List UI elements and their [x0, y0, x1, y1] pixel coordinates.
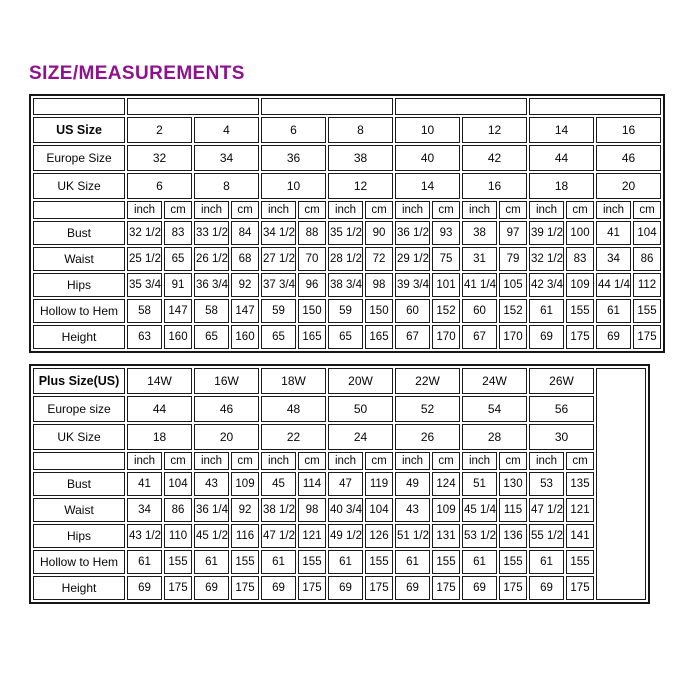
unit-cm-header: cm: [231, 201, 259, 219]
inch-value-cell: 60: [462, 299, 497, 323]
cm-value-cell: 93: [432, 221, 460, 245]
unit-cm-header: cm: [365, 201, 393, 219]
measure-row-label: Bust: [33, 221, 125, 245]
size-value-cell: 12: [328, 173, 393, 199]
size-value-cell: 22: [261, 424, 326, 450]
size-row-label: UK Size: [33, 424, 125, 450]
inch-value-cell: 47 1/2: [529, 498, 564, 522]
blank-group-cell: [529, 98, 661, 115]
inch-value-cell: 69: [261, 576, 296, 600]
page-title: SIZE/MEASUREMENTS: [29, 63, 245, 84]
size-value-cell: 26W: [529, 368, 594, 394]
cm-value-cell: 104: [365, 498, 393, 522]
inch-value-cell: 58: [194, 299, 229, 323]
size-value-cell: 6: [261, 117, 326, 143]
inch-value-cell: 65: [328, 325, 363, 349]
cm-value-cell: 86: [633, 247, 661, 271]
cm-value-cell: 126: [365, 524, 393, 548]
inch-value-cell: 36 1/2: [395, 221, 430, 245]
size-value-cell: 24W: [462, 368, 527, 394]
empty-column-cell: [596, 368, 646, 600]
size-value-cell: 10: [395, 117, 460, 143]
inch-value-cell: 32 1/2: [529, 247, 564, 271]
inch-value-cell: 41 1/4: [462, 273, 497, 297]
inch-value-cell: 49: [395, 472, 430, 496]
size-value-cell: 10: [261, 173, 326, 199]
cm-value-cell: 114: [298, 472, 326, 496]
inch-value-cell: 61: [529, 550, 564, 574]
size-value-cell: 16: [596, 117, 661, 143]
size-value-cell: 54: [462, 396, 527, 422]
size-value-cell: 42: [462, 145, 527, 171]
cm-value-cell: 155: [365, 550, 393, 574]
size-row-label: Europe size: [33, 396, 125, 422]
inch-value-cell: 36 1/4: [194, 498, 229, 522]
cm-value-cell: 160: [231, 325, 259, 349]
inch-value-cell: 61: [328, 550, 363, 574]
cm-value-cell: 68: [231, 247, 259, 271]
inch-value-cell: 61: [596, 299, 631, 323]
cm-value-cell: 98: [298, 498, 326, 522]
inch-value-cell: 65: [261, 325, 296, 349]
size-value-cell: 46: [194, 396, 259, 422]
cm-value-cell: 65: [164, 247, 192, 271]
cm-value-cell: 88: [298, 221, 326, 245]
cm-value-cell: 121: [566, 498, 594, 522]
cm-value-cell: 155: [231, 550, 259, 574]
measure-row-label: Hips: [33, 273, 125, 297]
inch-value-cell: 43 1/2: [127, 524, 162, 548]
cm-value-cell: 170: [499, 325, 527, 349]
cm-value-cell: 90: [365, 221, 393, 245]
cm-value-cell: 97: [499, 221, 527, 245]
cm-value-cell: 109: [231, 472, 259, 496]
size-row-label: Europe Size: [33, 145, 125, 171]
unit-inch-header: inch: [395, 452, 430, 470]
cm-value-cell: 141: [566, 524, 594, 548]
cm-value-cell: 175: [499, 576, 527, 600]
size-value-cell: 16: [462, 173, 527, 199]
inch-value-cell: 61: [395, 550, 430, 574]
cm-value-cell: 165: [298, 325, 326, 349]
size-value-cell: 18W: [261, 368, 326, 394]
unit-inch-header: inch: [261, 452, 296, 470]
blank-group-cell: [395, 98, 527, 115]
inch-value-cell: 69: [529, 325, 564, 349]
cm-value-cell: 160: [164, 325, 192, 349]
inch-value-cell: 43: [395, 498, 430, 522]
inch-value-cell: 41: [127, 472, 162, 496]
inch-value-cell: 61: [127, 550, 162, 574]
cm-value-cell: 150: [365, 299, 393, 323]
cm-value-cell: 155: [164, 550, 192, 574]
cm-value-cell: 135: [566, 472, 594, 496]
cm-value-cell: 130: [499, 472, 527, 496]
cm-value-cell: 155: [566, 299, 594, 323]
inch-value-cell: 29 1/2: [395, 247, 430, 271]
size-value-cell: 36: [261, 145, 326, 171]
cm-value-cell: 115: [499, 498, 527, 522]
cm-value-cell: 83: [164, 221, 192, 245]
size-value-cell: 4: [194, 117, 259, 143]
measure-row-label: Waist: [33, 498, 125, 522]
measure-row-label: Hips: [33, 524, 125, 548]
inch-value-cell: 51: [462, 472, 497, 496]
size-value-cell: 50: [328, 396, 393, 422]
cm-value-cell: 104: [633, 221, 661, 245]
unit-cm-header: cm: [432, 201, 460, 219]
unit-inch-header: inch: [261, 201, 296, 219]
inch-value-cell: 69: [328, 576, 363, 600]
inch-value-cell: 38: [462, 221, 497, 245]
size-value-cell: 16W: [194, 368, 259, 394]
cm-value-cell: 116: [231, 524, 259, 548]
inch-value-cell: 61: [194, 550, 229, 574]
size-value-cell: 28: [462, 424, 527, 450]
size-value-cell: 2: [127, 117, 192, 143]
measure-row-label: Bust: [33, 472, 125, 496]
size-value-cell: 8: [194, 173, 259, 199]
size-value-cell: 22W: [395, 368, 460, 394]
inch-value-cell: 38 1/2: [261, 498, 296, 522]
cm-value-cell: 110: [164, 524, 192, 548]
unit-inch-header: inch: [462, 452, 497, 470]
inch-value-cell: 36 3/4: [194, 273, 229, 297]
inch-value-cell: 40 3/4: [328, 498, 363, 522]
cm-value-cell: 96: [298, 273, 326, 297]
size-row-label: US Size: [33, 117, 125, 143]
unit-inch-header: inch: [529, 452, 564, 470]
unit-cm-header: cm: [298, 201, 326, 219]
blank-label-cell: [33, 98, 125, 115]
size-value-cell: 8: [328, 117, 393, 143]
unit-inch-header: inch: [127, 201, 162, 219]
unit-cm-header: cm: [231, 452, 259, 470]
cm-value-cell: 112: [633, 273, 661, 297]
us-size-table: [29, 94, 665, 353]
cm-value-cell: 175: [231, 576, 259, 600]
cm-value-cell: 70: [298, 247, 326, 271]
inch-value-cell: 43: [194, 472, 229, 496]
inch-value-cell: 69: [127, 576, 162, 600]
unit-cm-header: cm: [499, 452, 527, 470]
cm-value-cell: 105: [499, 273, 527, 297]
inch-value-cell: 55 1/2: [529, 524, 564, 548]
cm-value-cell: 101: [432, 273, 460, 297]
inch-value-cell: 45: [261, 472, 296, 496]
cm-value-cell: 136: [499, 524, 527, 548]
measure-row-label: Waist: [33, 247, 125, 271]
cm-value-cell: 152: [499, 299, 527, 323]
size-value-cell: 26: [395, 424, 460, 450]
unit-inch-header: inch: [328, 452, 363, 470]
inch-value-cell: 34: [127, 498, 162, 522]
size-value-cell: 48: [261, 396, 326, 422]
inch-value-cell: 47: [328, 472, 363, 496]
cm-value-cell: 86: [164, 498, 192, 522]
cm-value-cell: 150: [298, 299, 326, 323]
size-value-cell: 46: [596, 145, 661, 171]
inch-value-cell: 31: [462, 247, 497, 271]
inch-value-cell: 58: [127, 299, 162, 323]
unit-inch-header: inch: [596, 201, 631, 219]
cm-value-cell: 155: [499, 550, 527, 574]
cm-value-cell: 170: [432, 325, 460, 349]
cm-value-cell: 165: [365, 325, 393, 349]
cm-value-cell: 109: [566, 273, 594, 297]
cm-value-cell: 98: [365, 273, 393, 297]
inch-value-cell: 65: [194, 325, 229, 349]
size-value-cell: 44: [529, 145, 594, 171]
inch-value-cell: 45 1/4: [462, 498, 497, 522]
inch-value-cell: 47 1/2: [261, 524, 296, 548]
unit-inch-header: inch: [194, 201, 229, 219]
cm-value-cell: 155: [566, 550, 594, 574]
cm-value-cell: 83: [566, 247, 594, 271]
inch-value-cell: 69: [529, 576, 564, 600]
inch-value-cell: 32 1/2: [127, 221, 162, 245]
cm-value-cell: 175: [365, 576, 393, 600]
unit-cm-header: cm: [566, 201, 594, 219]
measure-row-label: Hollow to Hem: [33, 550, 125, 574]
size-value-cell: 14: [529, 117, 594, 143]
cm-value-cell: 84: [231, 221, 259, 245]
cm-value-cell: 91: [164, 273, 192, 297]
size-value-cell: 14: [395, 173, 460, 199]
inch-value-cell: 51 1/2: [395, 524, 430, 548]
measure-row-label: Height: [33, 576, 125, 600]
plus-size-table: [29, 364, 650, 604]
inch-value-cell: 39 1/2: [529, 221, 564, 245]
inch-value-cell: 35 3/4: [127, 273, 162, 297]
inch-value-cell: 69: [462, 576, 497, 600]
cm-value-cell: 92: [231, 273, 259, 297]
unit-cm-header: cm: [164, 452, 192, 470]
size-value-cell: 34: [194, 145, 259, 171]
inch-value-cell: 37 3/4: [261, 273, 296, 297]
size-row-label: UK Size: [33, 173, 125, 199]
unit-inch-header: inch: [462, 201, 497, 219]
blank-group-cell: [261, 98, 393, 115]
inch-value-cell: 28 1/2: [328, 247, 363, 271]
cm-value-cell: 155: [633, 299, 661, 323]
cm-value-cell: 79: [499, 247, 527, 271]
size-value-cell: 52: [395, 396, 460, 422]
size-value-cell: 20: [194, 424, 259, 450]
cm-value-cell: 92: [231, 498, 259, 522]
cm-value-cell: 119: [365, 472, 393, 496]
size-value-cell: 56: [529, 396, 594, 422]
unit-cm-header: cm: [298, 452, 326, 470]
inch-value-cell: 49 1/2: [328, 524, 363, 548]
unit-cm-header: cm: [164, 201, 192, 219]
inch-value-cell: 27 1/2: [261, 247, 296, 271]
inch-value-cell: 53: [529, 472, 564, 496]
cm-value-cell: 104: [164, 472, 192, 496]
size-value-cell: 40: [395, 145, 460, 171]
inch-value-cell: 25 1/2: [127, 247, 162, 271]
inch-value-cell: 42 3/4: [529, 273, 564, 297]
cm-value-cell: 131: [432, 524, 460, 548]
inch-value-cell: 59: [328, 299, 363, 323]
cm-value-cell: 175: [164, 576, 192, 600]
unit-cm-header: cm: [432, 452, 460, 470]
unit-row-label: [33, 452, 125, 470]
inch-value-cell: 63: [127, 325, 162, 349]
inch-value-cell: 61: [462, 550, 497, 574]
inch-value-cell: 61: [261, 550, 296, 574]
inch-value-cell: 60: [395, 299, 430, 323]
unit-row-label: [33, 201, 125, 219]
inch-value-cell: 34: [596, 247, 631, 271]
inch-value-cell: 35 1/2: [328, 221, 363, 245]
inch-value-cell: 67: [395, 325, 430, 349]
size-value-cell: 18: [529, 173, 594, 199]
inch-value-cell: 38 3/4: [328, 273, 363, 297]
size-value-cell: 38: [328, 145, 393, 171]
inch-value-cell: 69: [395, 576, 430, 600]
size-value-cell: 30: [529, 424, 594, 450]
unit-cm-header: cm: [566, 452, 594, 470]
size-value-cell: 24: [328, 424, 393, 450]
unit-inch-header: inch: [194, 452, 229, 470]
unit-cm-header: cm: [633, 201, 661, 219]
cm-value-cell: 147: [164, 299, 192, 323]
inch-value-cell: 59: [261, 299, 296, 323]
cm-value-cell: 155: [432, 550, 460, 574]
size-value-cell: 6: [127, 173, 192, 199]
unit-cm-header: cm: [365, 452, 393, 470]
cm-value-cell: 175: [566, 325, 594, 349]
cm-value-cell: 121: [298, 524, 326, 548]
inch-value-cell: 69: [596, 325, 631, 349]
size-value-cell: 44: [127, 396, 192, 422]
cm-value-cell: 72: [365, 247, 393, 271]
inch-value-cell: 33 1/2: [194, 221, 229, 245]
measure-row-label: Height: [33, 325, 125, 349]
cm-value-cell: 175: [298, 576, 326, 600]
inch-value-cell: 44 1/4: [596, 273, 631, 297]
cm-value-cell: 109: [432, 498, 460, 522]
cm-value-cell: 175: [432, 576, 460, 600]
size-row-label: Plus Size(US): [33, 368, 125, 394]
cm-value-cell: 152: [432, 299, 460, 323]
size-value-cell: 20W: [328, 368, 393, 394]
unit-cm-header: cm: [499, 201, 527, 219]
inch-value-cell: 69: [194, 576, 229, 600]
size-value-cell: 14W: [127, 368, 192, 394]
size-value-cell: 18: [127, 424, 192, 450]
inch-value-cell: 53 1/2: [462, 524, 497, 548]
size-value-cell: 32: [127, 145, 192, 171]
unit-inch-header: inch: [529, 201, 564, 219]
inch-value-cell: 26 1/2: [194, 247, 229, 271]
cm-value-cell: 155: [298, 550, 326, 574]
measure-row-label: Hollow to Hem: [33, 299, 125, 323]
inch-value-cell: 45 1/2: [194, 524, 229, 548]
inch-value-cell: 67: [462, 325, 497, 349]
inch-value-cell: 34 1/2: [261, 221, 296, 245]
unit-inch-header: inch: [127, 452, 162, 470]
unit-inch-header: inch: [395, 201, 430, 219]
inch-value-cell: 41: [596, 221, 631, 245]
cm-value-cell: 147: [231, 299, 259, 323]
inch-value-cell: 39 3/4: [395, 273, 430, 297]
cm-value-cell: 175: [566, 576, 594, 600]
blank-group-cell: [127, 98, 259, 115]
cm-value-cell: 100: [566, 221, 594, 245]
size-value-cell: 20: [596, 173, 661, 199]
size-value-cell: 12: [462, 117, 527, 143]
cm-value-cell: 75: [432, 247, 460, 271]
cm-value-cell: 175: [633, 325, 661, 349]
unit-inch-header: inch: [328, 201, 363, 219]
cm-value-cell: 124: [432, 472, 460, 496]
inch-value-cell: 61: [529, 299, 564, 323]
